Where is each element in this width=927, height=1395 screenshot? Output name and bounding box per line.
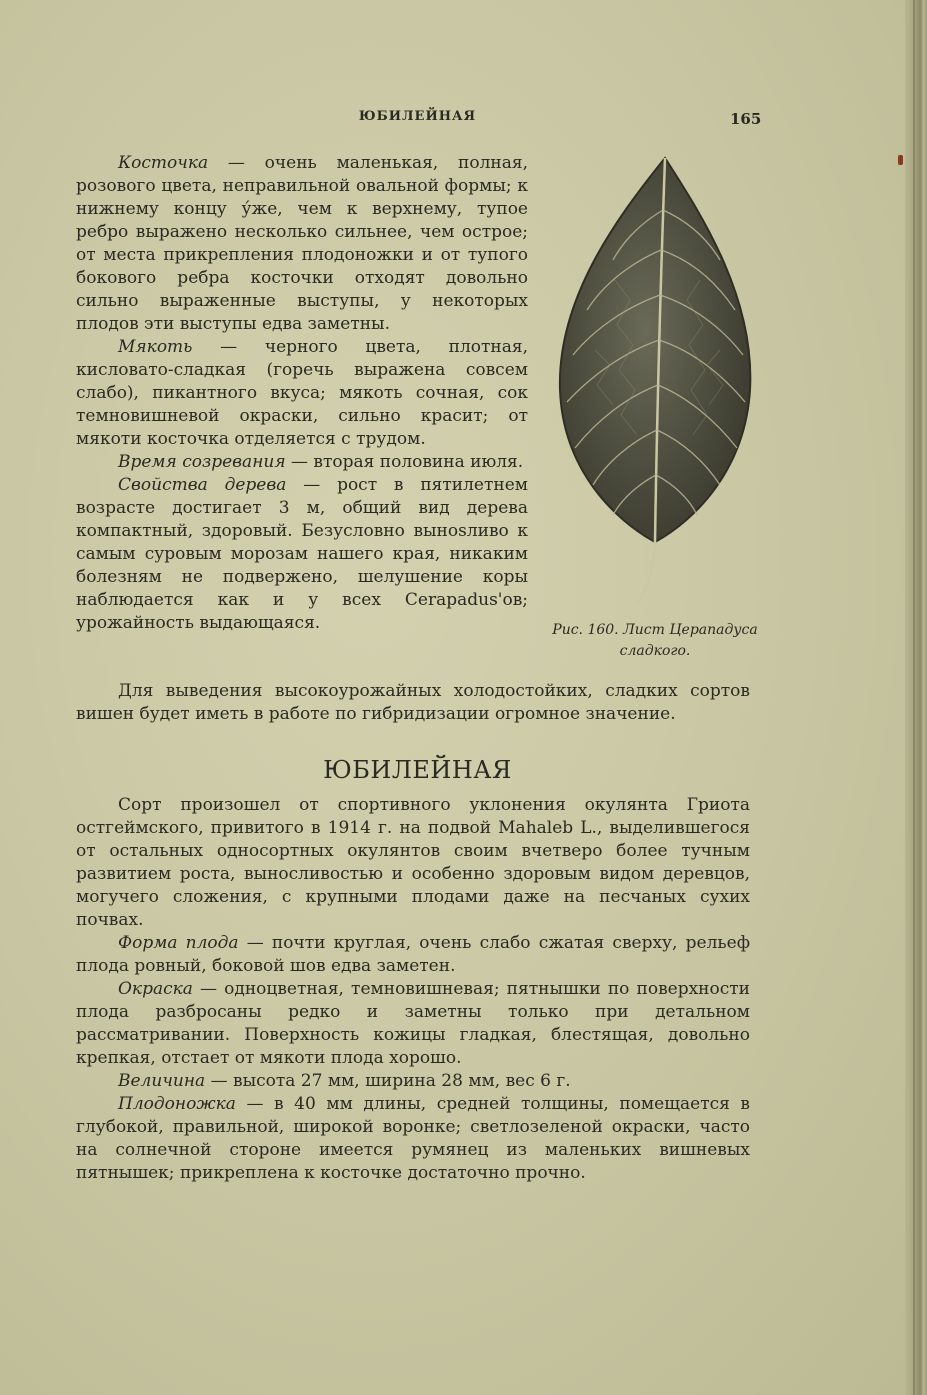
paragraph-stalk: Плодоножка — в 40 мм длины, средней толщины, помещается в глубокой, правильной, широкой воронке; светлозеленой окраски, часто на солнечной стороне имеется румянец из маленьких вишневых пятнышек; прикреплена к косточке достаточно прочно.: [76, 1094, 750, 1183]
term-stone: Косточка: [118, 153, 209, 173]
paragraph-size: Величина — высота 27 мм, ширина 28 мм, вес 6 г.: [118, 1071, 571, 1091]
term-color: Окраска: [118, 979, 193, 999]
paragraph-origin: Сорт произошел от спортивного уклонения окулянта Гриота остгеймского, привитого в 1914 г. на подвой Mahaleb L., выделившегося от остальных односортных окулянтов своим вчетверо более тучным развитием роста, выносливостью и особенно здоровым видом деревцов, могучего сложения, с крупными плодами даже на песчаных сухих почвах.: [76, 795, 750, 930]
paragraph-tree: Свойства дерева — рост в пятилетнем возрасте достигает 3 м, общий вид дерева компактный, здоровый. Безусловно вынosливо к самым суровым морозам нашего края, никаким болезням не подвержено, шелушение коры наблюдается как и у всех Cerapadus'ов; урожайность выдающаяся.: [76, 475, 529, 633]
left-column-text: [76, 152, 528, 635]
term-stalk: Плодоножка: [118, 1094, 236, 1114]
margin-mark: [898, 155, 903, 165]
leaf-icon: [555, 150, 755, 610]
paragraph-flesh: Мякоть — черного цвета, плотная, кисловато-сладкая (горечь выражена совсем слабо), пикантного вкуса; мякоть сочная, сок темновишневой окраски, сильно красит; от мякоти косточка отделяется с трудом.: [76, 337, 528, 449]
paragraph-fruit-shape: Форма плода — почти круглая, очень слабо сжатая сверху, рельеф плода ровный, боковой шов едва заметен.: [76, 933, 751, 976]
term-size: Величина: [118, 1071, 206, 1091]
paragraph-stone: Косточка — очень маленькая, полная, розового цвета, неправильной овальной формы; к нижнему концу у́же, чем к верхнему, тупое ребро выражено несколько сильнее, чем острое; от места прикрепления плодоножки и от тупого бокового ребра косточки отходят довольно сильно выраженные выступы, у некоторых плодов эти выступы едва заметны.: [76, 153, 528, 334]
full-width-text: [76, 680, 750, 726]
page-number: 165: [730, 110, 762, 128]
paragraph-ripening: Время созревания — вторая половина июля.: [118, 452, 524, 472]
paragraph-color: Окраска — одноцветная, темновишневая; пятнышки по поверхности плода разбросаны редко и заметны только при детальном рассматривании. Поверхность кожицы гладкая, блестящая, довольно крепкая, отстает от мякоти плода хорошо.: [76, 979, 750, 1068]
term-fruit-shape: Форма плода: [118, 933, 239, 953]
running-head: ЮБИЛЕЙНАЯ: [358, 109, 477, 124]
paragraph-breeding: Для выведения высокоурожайных холодостойких, сладких сортов вишен будет иметь в работе по гибридизации огромное значение.: [76, 681, 750, 724]
term-flesh: Мякоть: [118, 337, 193, 357]
page-edge-binding: [905, 0, 927, 1395]
term-tree: Свойства дерева: [118, 475, 287, 495]
section-title: ЮБИЛЕЙНАЯ: [323, 756, 512, 784]
term-ripening: Время созревания: [118, 452, 286, 472]
figure-caption: Рис. 160. Лист Церападуса сладкого.: [552, 622, 758, 659]
section-body: [76, 794, 750, 1185]
